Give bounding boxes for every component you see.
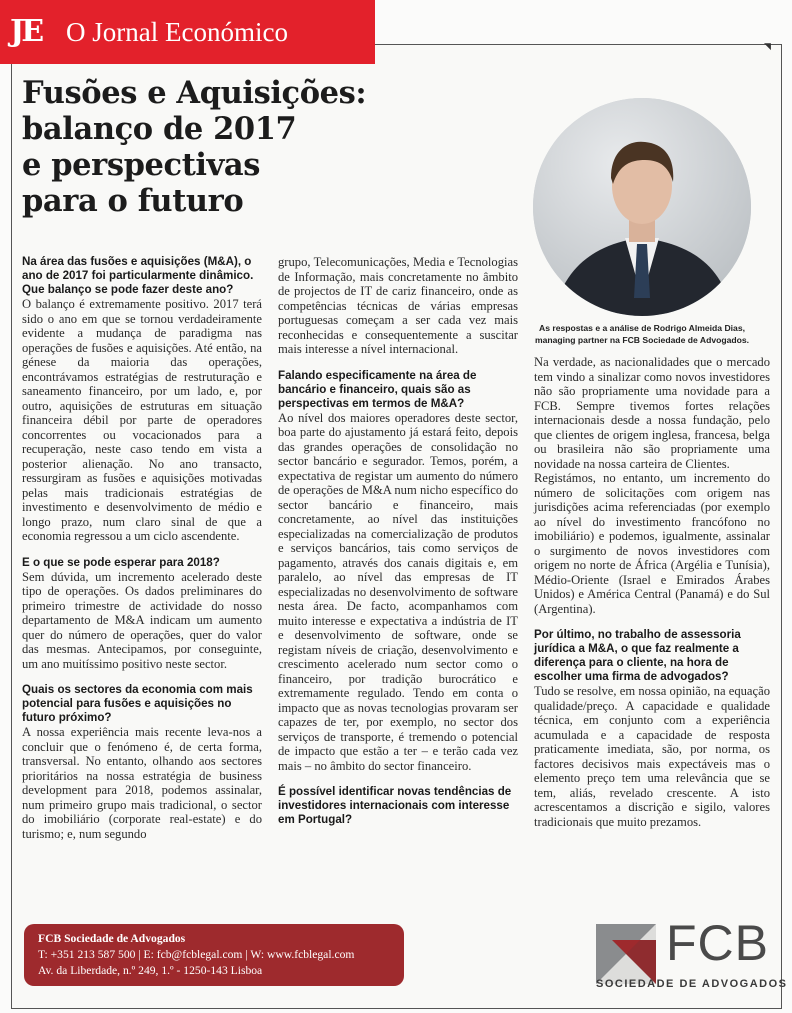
interview-question: Na área das fusões e aquisições (M&A), o ano de 2017 foi particularmente dinâmico. Que balanço se pode fazer deste ano? <box>22 255 254 296</box>
fcb-logo-subtitle: SOCIEDADE DE ADVOGADOS <box>596 978 788 990</box>
masthead-title: O Jornal Económico <box>66 17 288 47</box>
headline-line: Fusões e Aquisições: <box>22 75 367 111</box>
interview-question: Falando especificamente na área de bancário e financeiro, quais são as perspectivas em termos de M&A? <box>278 368 477 410</box>
headline-line: para o futuro <box>22 183 244 219</box>
answer-paragraph: A nossa experiência mais recente leva-nos a concluir que o fenómeno é, de certa forma, transversal. No entanto, olhando aos sectores prioritários na nossa estratégia de business development para 2018, podemos assinalar, num primeiro grupo mais tradicional, o sector do imobiliário (corporate real-estate) e do turismo; e, num segundo <box>22 725 262 841</box>
answer-paragraph: Sem dúvida, um incremento acelerado deste tipo de operações. Os dados preliminares do primeiro trimestre de actividade do nosso departamento de M&A indicam um aumento quer do número de operações, quer do valor das mesmas. Antecipamos, por conseguinte, um ano muitíssimo positivo neste sector. <box>22 569 262 671</box>
footer-firm-name: FCB Sociedade de Advogados <box>38 932 186 945</box>
section-gap <box>278 357 518 369</box>
article-column-1 <box>22 255 262 841</box>
headline-line: balanço de 2017 <box>22 111 297 147</box>
footer-contact-bar <box>24 924 404 986</box>
photo-caption <box>523 322 761 346</box>
interview-question: Por último, no trabalho de assessoria jurídica a M&A, o que faz realmente a diferença para o cliente, na hora de escolher uma firma de advogados? <box>534 628 741 683</box>
portrait-photo <box>533 98 751 316</box>
interview-question: Quais os sectores da economia com mais potencial para fusões e aquisições no futuro próximo? <box>22 683 253 724</box>
answer-paragraph: Na verdade, as nacionalidades que o mercado tem vindo a sinalizar como novos investidores não são propriamente uma novidade para a FCB. Sempre tivemos fortes relações internacionais desde a nossa fundação, pelo que clientes de origem inglesa, francesa, belga ou brasileira não são propriamente uma novidade na nossa carteira de Clientes. <box>534 355 770 471</box>
section-gap <box>22 544 262 556</box>
fcb-logo-text: FCB <box>666 915 769 971</box>
caption-line: managing partner na FCB Sociedade de Advogados. <box>534 335 750 345</box>
footer-address: Av. da Liberdade, n.º 249, 1.º - 1250-143 Lisboa <box>38 964 263 977</box>
answer-paragraph: grupo, Telecomunicações, Media e Tecnologias de Informação, mais concretamente no âmbito de projectos de IT de cariz financeiro, onde as competências técnicas de várias empresas portuguesas começam a ser cada vez mais reconhecidas e consequentemente a suscitar mais interesse a nível internacional. <box>278 255 518 356</box>
answer-paragraph: Ao nível dos maiores operadores deste sector, boa parte do ajustamento já estará feito, depois das grandes operações de consolidação no sector bancário e segurador. Temos, porém, a expectativa de registar um aumento do número de operações de M&A num nicho específico do sector bancário e financeiro, mais concretamente, ao nível das instituições especializadas na comercialização de produtos e serviços bancários, tais como serviços de pagamento, através dos canais digitais e, em paralelo, ao nível das empresas de IT especializadas no desenvolvimento de software nesta área. De facto, acompanhamos com muito interesse e expectativa a indústria de IT e desenvolvimento de software, onde se registam níveis de criação, desenvolvimento e crescimento acelerado num sector como o financeiro, por tradição burocrático e extremamente regulado. Tendo em conta o impacto que as novas tecnologias provaram ser capazes de ter, por exemplo, no sector dos serviços de transporte, é tremendo o potencial de impacto que estão a ter – e terão cada vez mais – no âmbito do sector financeiro. <box>278 410 518 773</box>
article-column-2 <box>278 255 518 827</box>
article-headline <box>22 75 442 219</box>
masthead <box>0 0 375 64</box>
article-column-3 <box>534 355 770 829</box>
section-gap <box>278 773 518 785</box>
answer-paragraph: Registámos, no entanto, um incremento do número de solicitações com origem nas jurisdições acima referenciadas (por exemplo ao nível do investimento francófono no imobiliário) e podemos, igualmente, assinalar o surgimento de novos investidores com origem no norte de África (Argélia e Tunísia), Médio-Oriente (Israel e Emirados Árabes Unidos) e América Central (Panamá) e do Sul (Argentina). <box>534 471 770 616</box>
interview-question: É possível identificar novas tendências de investidores internacionais com interesse em Portugal? <box>278 785 512 826</box>
page-corner-mark: ◥ <box>764 42 771 52</box>
masthead-logo: JE <box>10 14 42 49</box>
answer-paragraph: O balanço é extremamente positivo. 2017 terá sido o ano em que se tornou verdadeiramente evidente a mudança de paradigma nas operações de fusões e aquisições. Até então, na génese da maioria das operações, encontrávamos estratégias de restruturação e saneamento financeiro, por um lado, e, por outro, aquisições de estruturas em situação financeira débil por parte de operadores concorrentes ou vocacionados para a recuperação, neste caso tendo em vista a posterior alienação. No ano transacto, ressurgiram as fusões e aquisições motivadas pelas mais tradicionais estratégias de investimento e desenvolvimento de médio e longo prazo, num claro sinal de que a economia regressou a um ciclo ascendente. <box>22 297 262 543</box>
footer-contact: T: +351 213 587 500 | E: fcb@fcblegal.com | W: www.fcblegal.com <box>38 948 355 961</box>
section-gap <box>22 671 262 683</box>
headline-line: e perspectivas <box>22 147 261 183</box>
caption-line: As respostas e a análise de Rodrigo Almeida Dias, <box>538 323 745 333</box>
answer-paragraph: Tudo se resolve, em nossa opinião, na equação qualidade/preço. A capacidade e qualidade técnica, em conjunto com a experiência acumulada e a capacidade de resposta praticamente imediata, são, por norma, os factores decisivos mais expectáveis mas o elemento preço tem uma relevância que se tem, aliás, revelado crescente. A isto acrescentamos a discrição e sigilo, valores tradicionais que muito prezamos. <box>534 684 770 829</box>
interview-question: E o que se pode esperar para 2018? <box>22 555 220 569</box>
portrait-illustration <box>533 98 751 316</box>
section-gap <box>534 616 770 628</box>
